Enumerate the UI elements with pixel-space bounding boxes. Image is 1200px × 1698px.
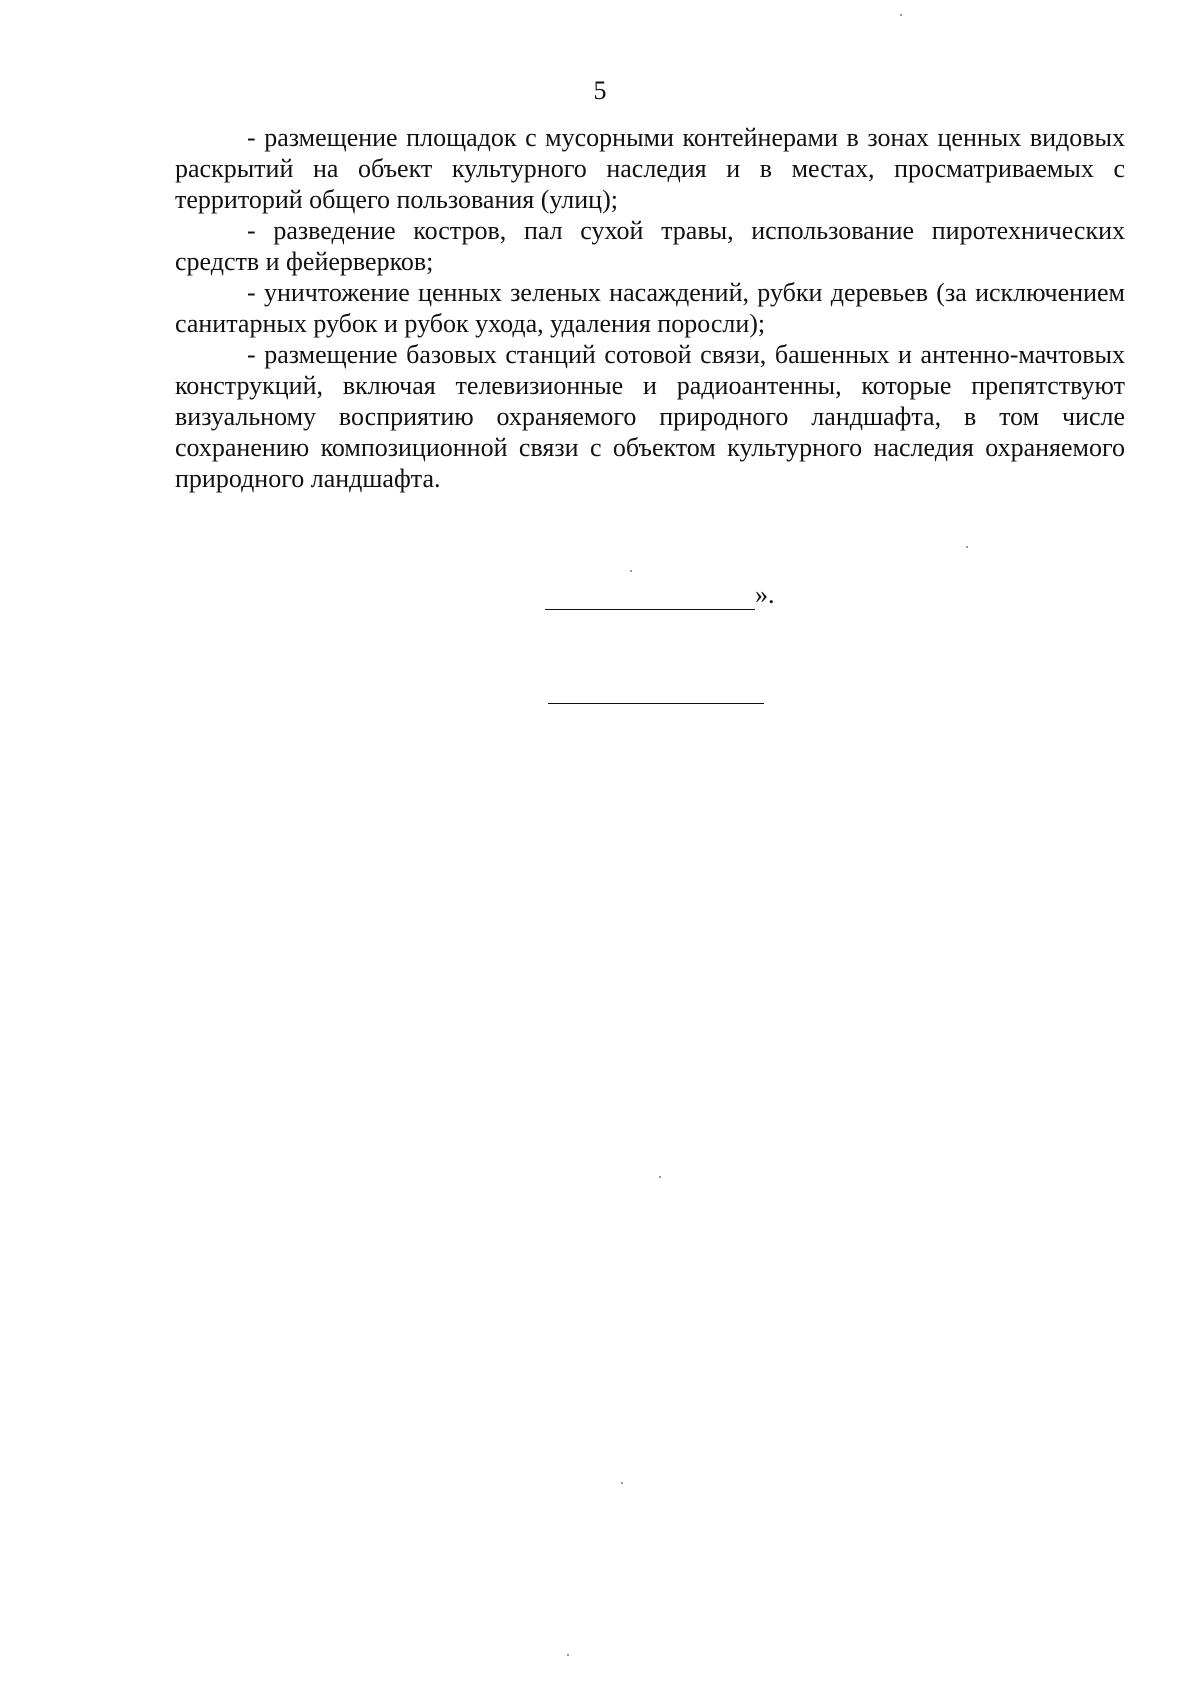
list-item: - размещение базовых станций сотовой связи, башенных и антенно-мачтовых конструкций, включая телевизионные и радиоантенны, которые препятствуют визуальному восприятию охраняемого природного ландшафта, в том числе сохранению композиционной связи с объектом культурного наследия охраняемого природного ландшафта. — [175, 340, 1125, 493]
page-number: 5 — [593, 76, 607, 105]
document-body — [175, 122, 1125, 494]
closing-quote-line — [545, 580, 775, 614]
scan-speck — [630, 570, 632, 572]
scan-speck — [621, 1482, 623, 1484]
closing-underline — [545, 585, 755, 610]
list-item: - уничтожение ценных зеленых насаждений, рубки деревьев (за исключением санитарных рубок и рубок ухода, удаления поросли); — [175, 278, 1125, 338]
list-item: - разведение костров, пал сухой травы, использование пиротехнических средств и фейерверков; — [175, 216, 1125, 276]
scan-speck — [567, 1654, 569, 1656]
scan-speck — [659, 1176, 661, 1178]
end-of-document-rule — [548, 703, 764, 704]
scan-speck — [900, 14, 902, 16]
closing-quote-mark: ». — [755, 580, 775, 609]
list-item: - размещение площадок с мусорными контейнерами в зонах ценных видовых раскрытий на объект культурного наследия и в местах, просматриваемых с территорий общего пользования (улиц); — [175, 123, 1125, 214]
scan-speck — [966, 546, 968, 548]
